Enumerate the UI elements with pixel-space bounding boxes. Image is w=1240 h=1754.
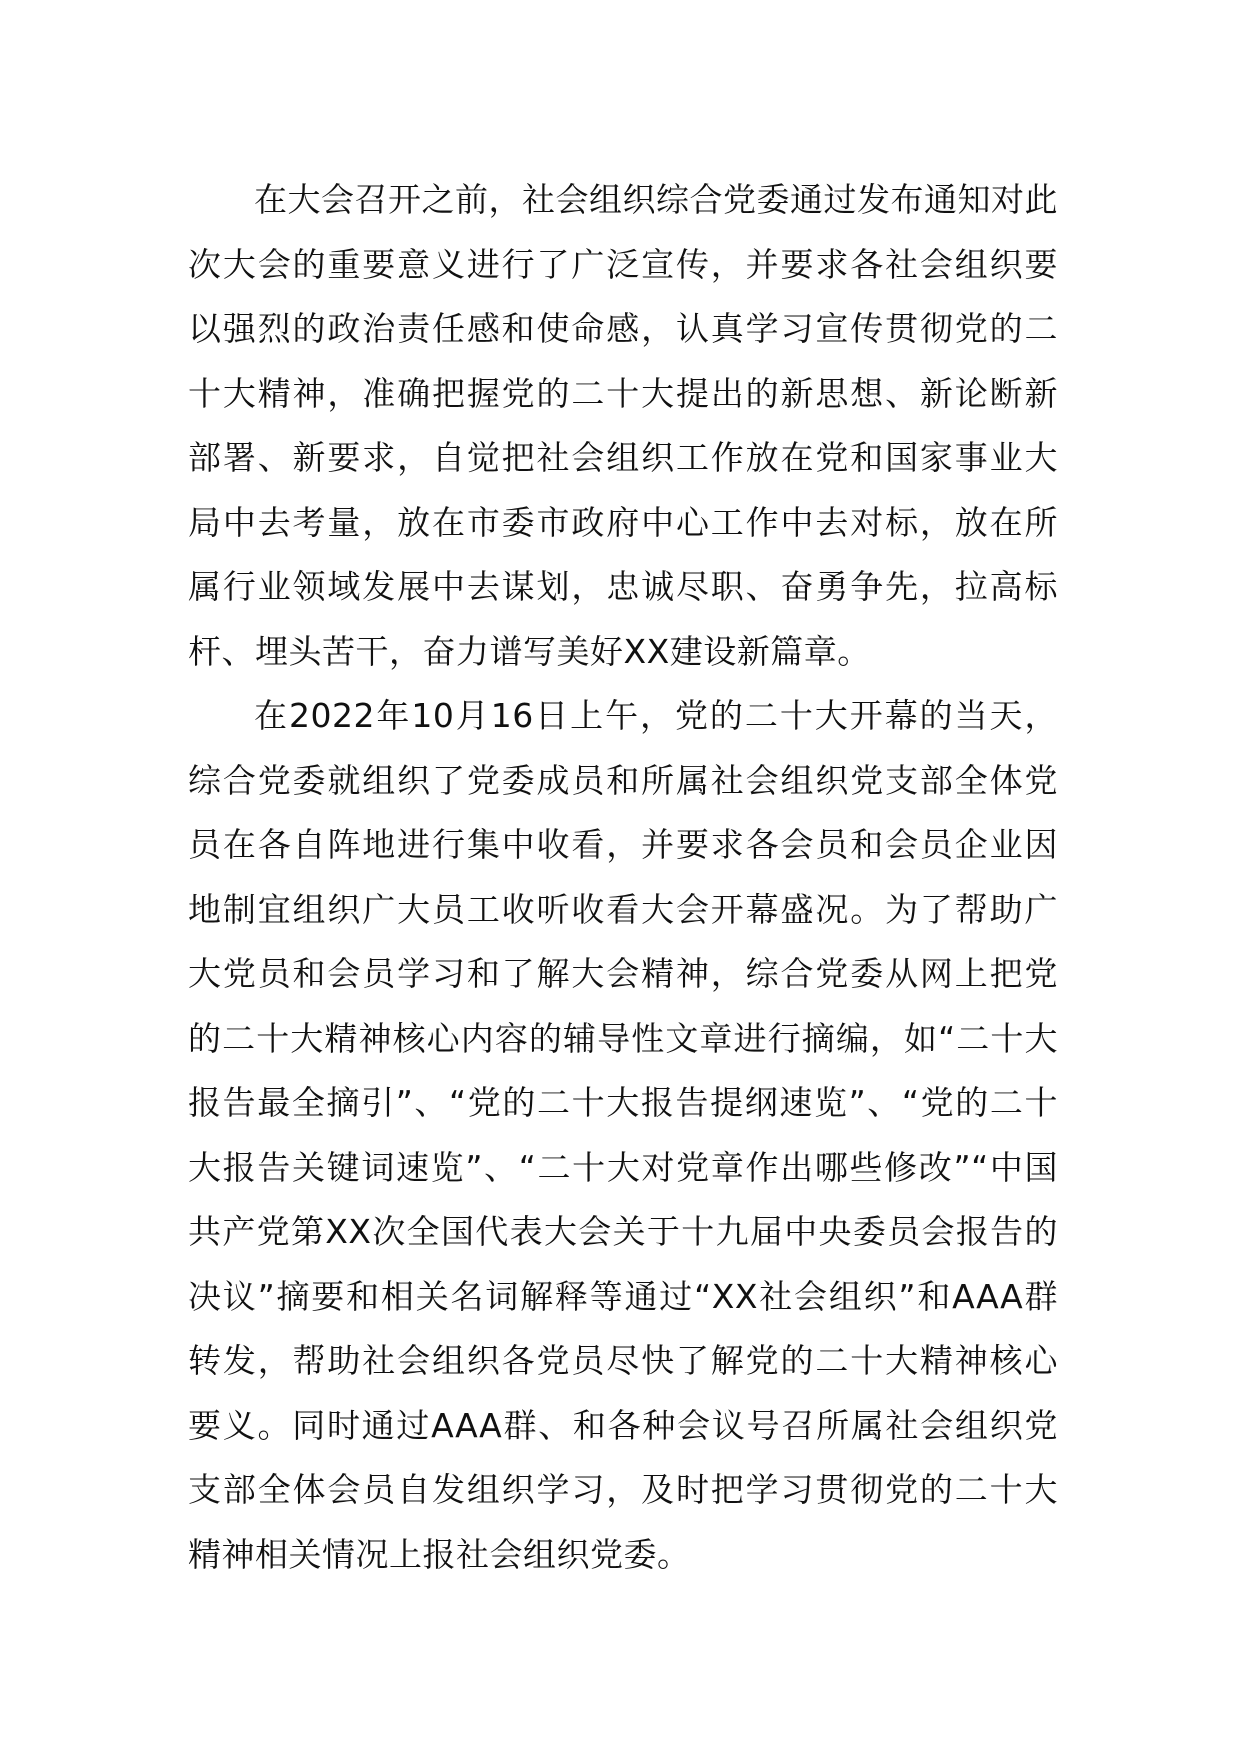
paragraph-1: 在大会召开之前，社会组织综合党委通过发布通知对此次大会的重要意义进行了广泛宣传，并要求各社会组织要以强烈的政治责任感和使命感，认真学习宣传贯彻党的二十大精神，准确把握党的二十大提出的新思想、新论断新部署、新要求，自觉把社会组织工作放在党和国家事业大局中去考量，放在市委市政府中心工作中去对标，放在所属行业领域发展中去谋划，忠诚尽职、奋勇争先，拉高标杆、埋头苦干，奋力谱写美好XX建设新篇章。 (188, 180, 1058, 671)
document-body (188, 168, 1058, 1587)
paragraph-2: 在2022年10月16日上午，党的二十大开幕的当天，综合党委就组织了党委成员和所属社会组织党支部全体党员在各自阵地进行集中收看，并要求各会员和会员企业因地制宜组织广大员工收听收看大会开幕盛况。为了帮助广大党员和会员学习和了解大会精神，综合党委从网上把党的二十大精神核心内容的辅导性文章进行摘编，如“二十大报告最全摘引”、“党的二十大报告提纲速览”、“党的二十大报告关键词速览”、“二十大对党章作出哪些修改”“中国共产党第XX次全国代表大会关于十九届中央委员会报告的决议”摘要和相关名词解释等通过“XX社会组织”和AAA群转发，帮助社会组织各党员尽快了解党的二十大精神核心要义。同时通过AAA群、和各种会议号召所属社会组织党支部全体会员自发组织学习，及时把学习贯彻党的二十大精神相关情况上报社会组织党委。 (188, 696, 1058, 1574)
